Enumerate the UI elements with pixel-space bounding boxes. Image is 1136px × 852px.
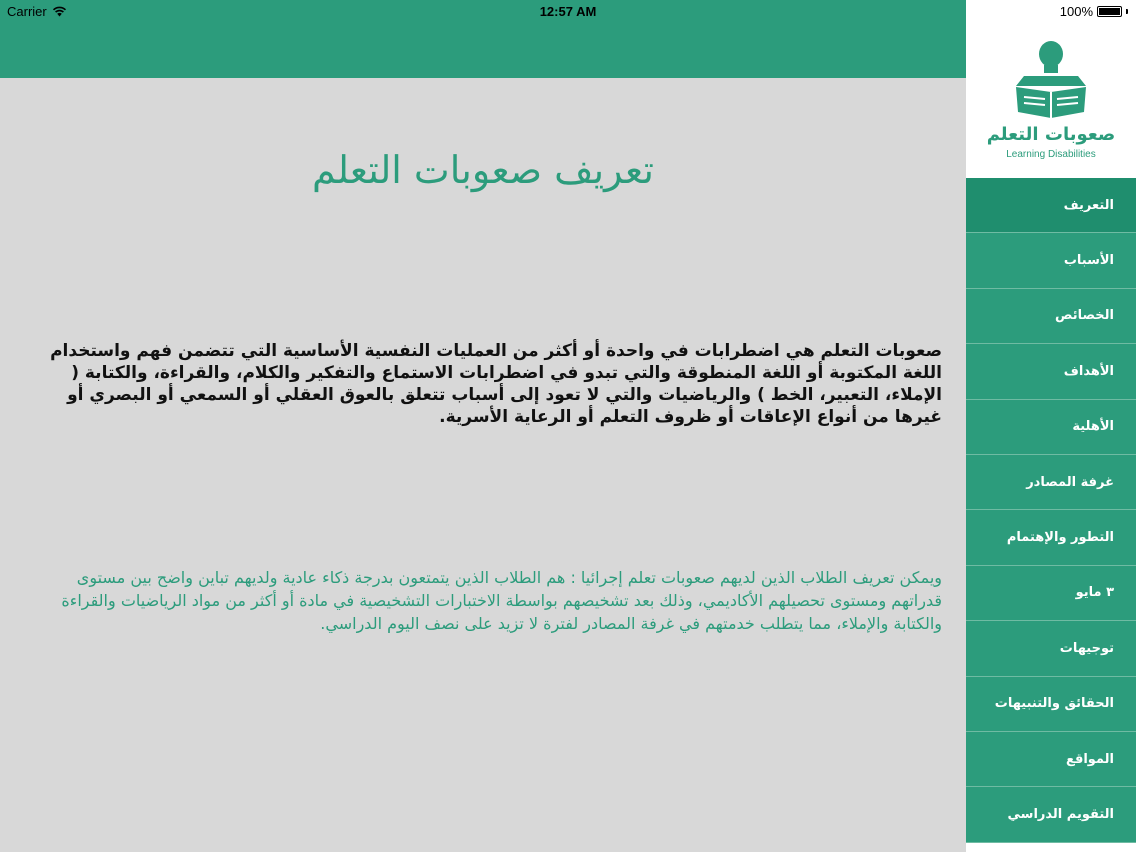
nav-item-characteristics[interactable] (966, 289, 1136, 344)
definition-paragraph: صعوبات التعلم هي اضطرابات في واحدة أو أكثر من العمليات النفسية الأساسية التي تتضمن فهم واستخدام اللغة المكتوبة أو اللغة المنطوقة والتي تبدو في اضطرابات الاستماع والتفكير والكلام، والقراءة، والكتابة ( الإملاء، التعبير، الخط ) والرياضيات والتي لا تعود إلى أسباب تتعلق بالعوق العقلي أو السمعي أو البصري أو غيرها من أنواع الإعاقات أو ظروف التعلم أو الرعاية الأسرية. (50, 341, 942, 427)
nav-item-label: الخصائص (1054, 308, 1114, 324)
operational-definition-paragraph: ويمكن تعريف الطلاب الذين لديهم صعوبات تعلم إجرائيا : هم الطلاب الذين يتمتعون بدرجة ذكاء عادية ولديهم تباين واضح بين مستوى قدراتهم ومستوى تحصيلهم الأكاديمي، وذلك بعد تشخيصهم بواسطة الاختبارات التشخيصية في مادة أو أكثر من مواد الرياضيات والقراءة والكتابة والإملاء، مما يتطلب خدمتهم في غرفة المصادر لفترة لا تزيد على نصف اليوم الدراسي. (61, 568, 942, 633)
battery-level (1099, 8, 1120, 15)
page-title: تعريف صعوبات التعلم (312, 148, 654, 192)
nav-item-may-3[interactable] (966, 566, 1136, 621)
logo-title-arabic: صعوبات التعلم (986, 124, 1116, 145)
nav-item-label: توجيهات (1059, 640, 1114, 656)
nav-item-definition[interactable] (966, 178, 1136, 233)
status-bar (0, 0, 1136, 24)
sidebar-menu (966, 178, 1136, 843)
nav-item-label: الحقائق والتنبيهات (994, 696, 1114, 712)
nav-item-causes[interactable] (966, 233, 1136, 288)
nav-item-label: التعريف (1063, 197, 1114, 213)
nav-item-guidelines[interactable] (966, 621, 1136, 676)
status-time: 12:57 AM (539, 4, 597, 19)
sidebar (966, 0, 1136, 852)
battery-tip (1126, 9, 1128, 14)
nav-item-label: التطور والإهتمام (1006, 530, 1114, 546)
nav-item-resource-room[interactable] (966, 455, 1136, 510)
student-reading-icon (1012, 40, 1090, 124)
nav-item-websites[interactable] (966, 732, 1136, 787)
nav-item-label: غرفة المصادر (1026, 474, 1114, 490)
nav-item-label: الأهلية (1072, 419, 1114, 435)
nav-item-label: الأسباب (1063, 253, 1114, 269)
nav-item-label: المواقع (1065, 751, 1114, 767)
app-logo (966, 24, 1136, 178)
nav-item-eligibility[interactable] (966, 400, 1136, 455)
battery-percent: 100% (1059, 4, 1093, 19)
nav-item-goals[interactable] (966, 344, 1136, 399)
nav-item-development[interactable] (966, 510, 1136, 565)
nav-item-label: ٣ مايو (1075, 585, 1114, 601)
nav-item-label: الأهداف (1063, 363, 1114, 379)
nav-item-label: التقويم الدراسي (1007, 806, 1114, 822)
battery-indicator (1060, 4, 1128, 19)
nav-item-facts[interactable] (966, 677, 1136, 732)
nav-item-calendar[interactable] (966, 787, 1136, 842)
battery-icon (1097, 6, 1122, 17)
carrier-label: Carrier (7, 4, 47, 19)
logo-title-english: Learning Disabilities (1006, 149, 1096, 160)
